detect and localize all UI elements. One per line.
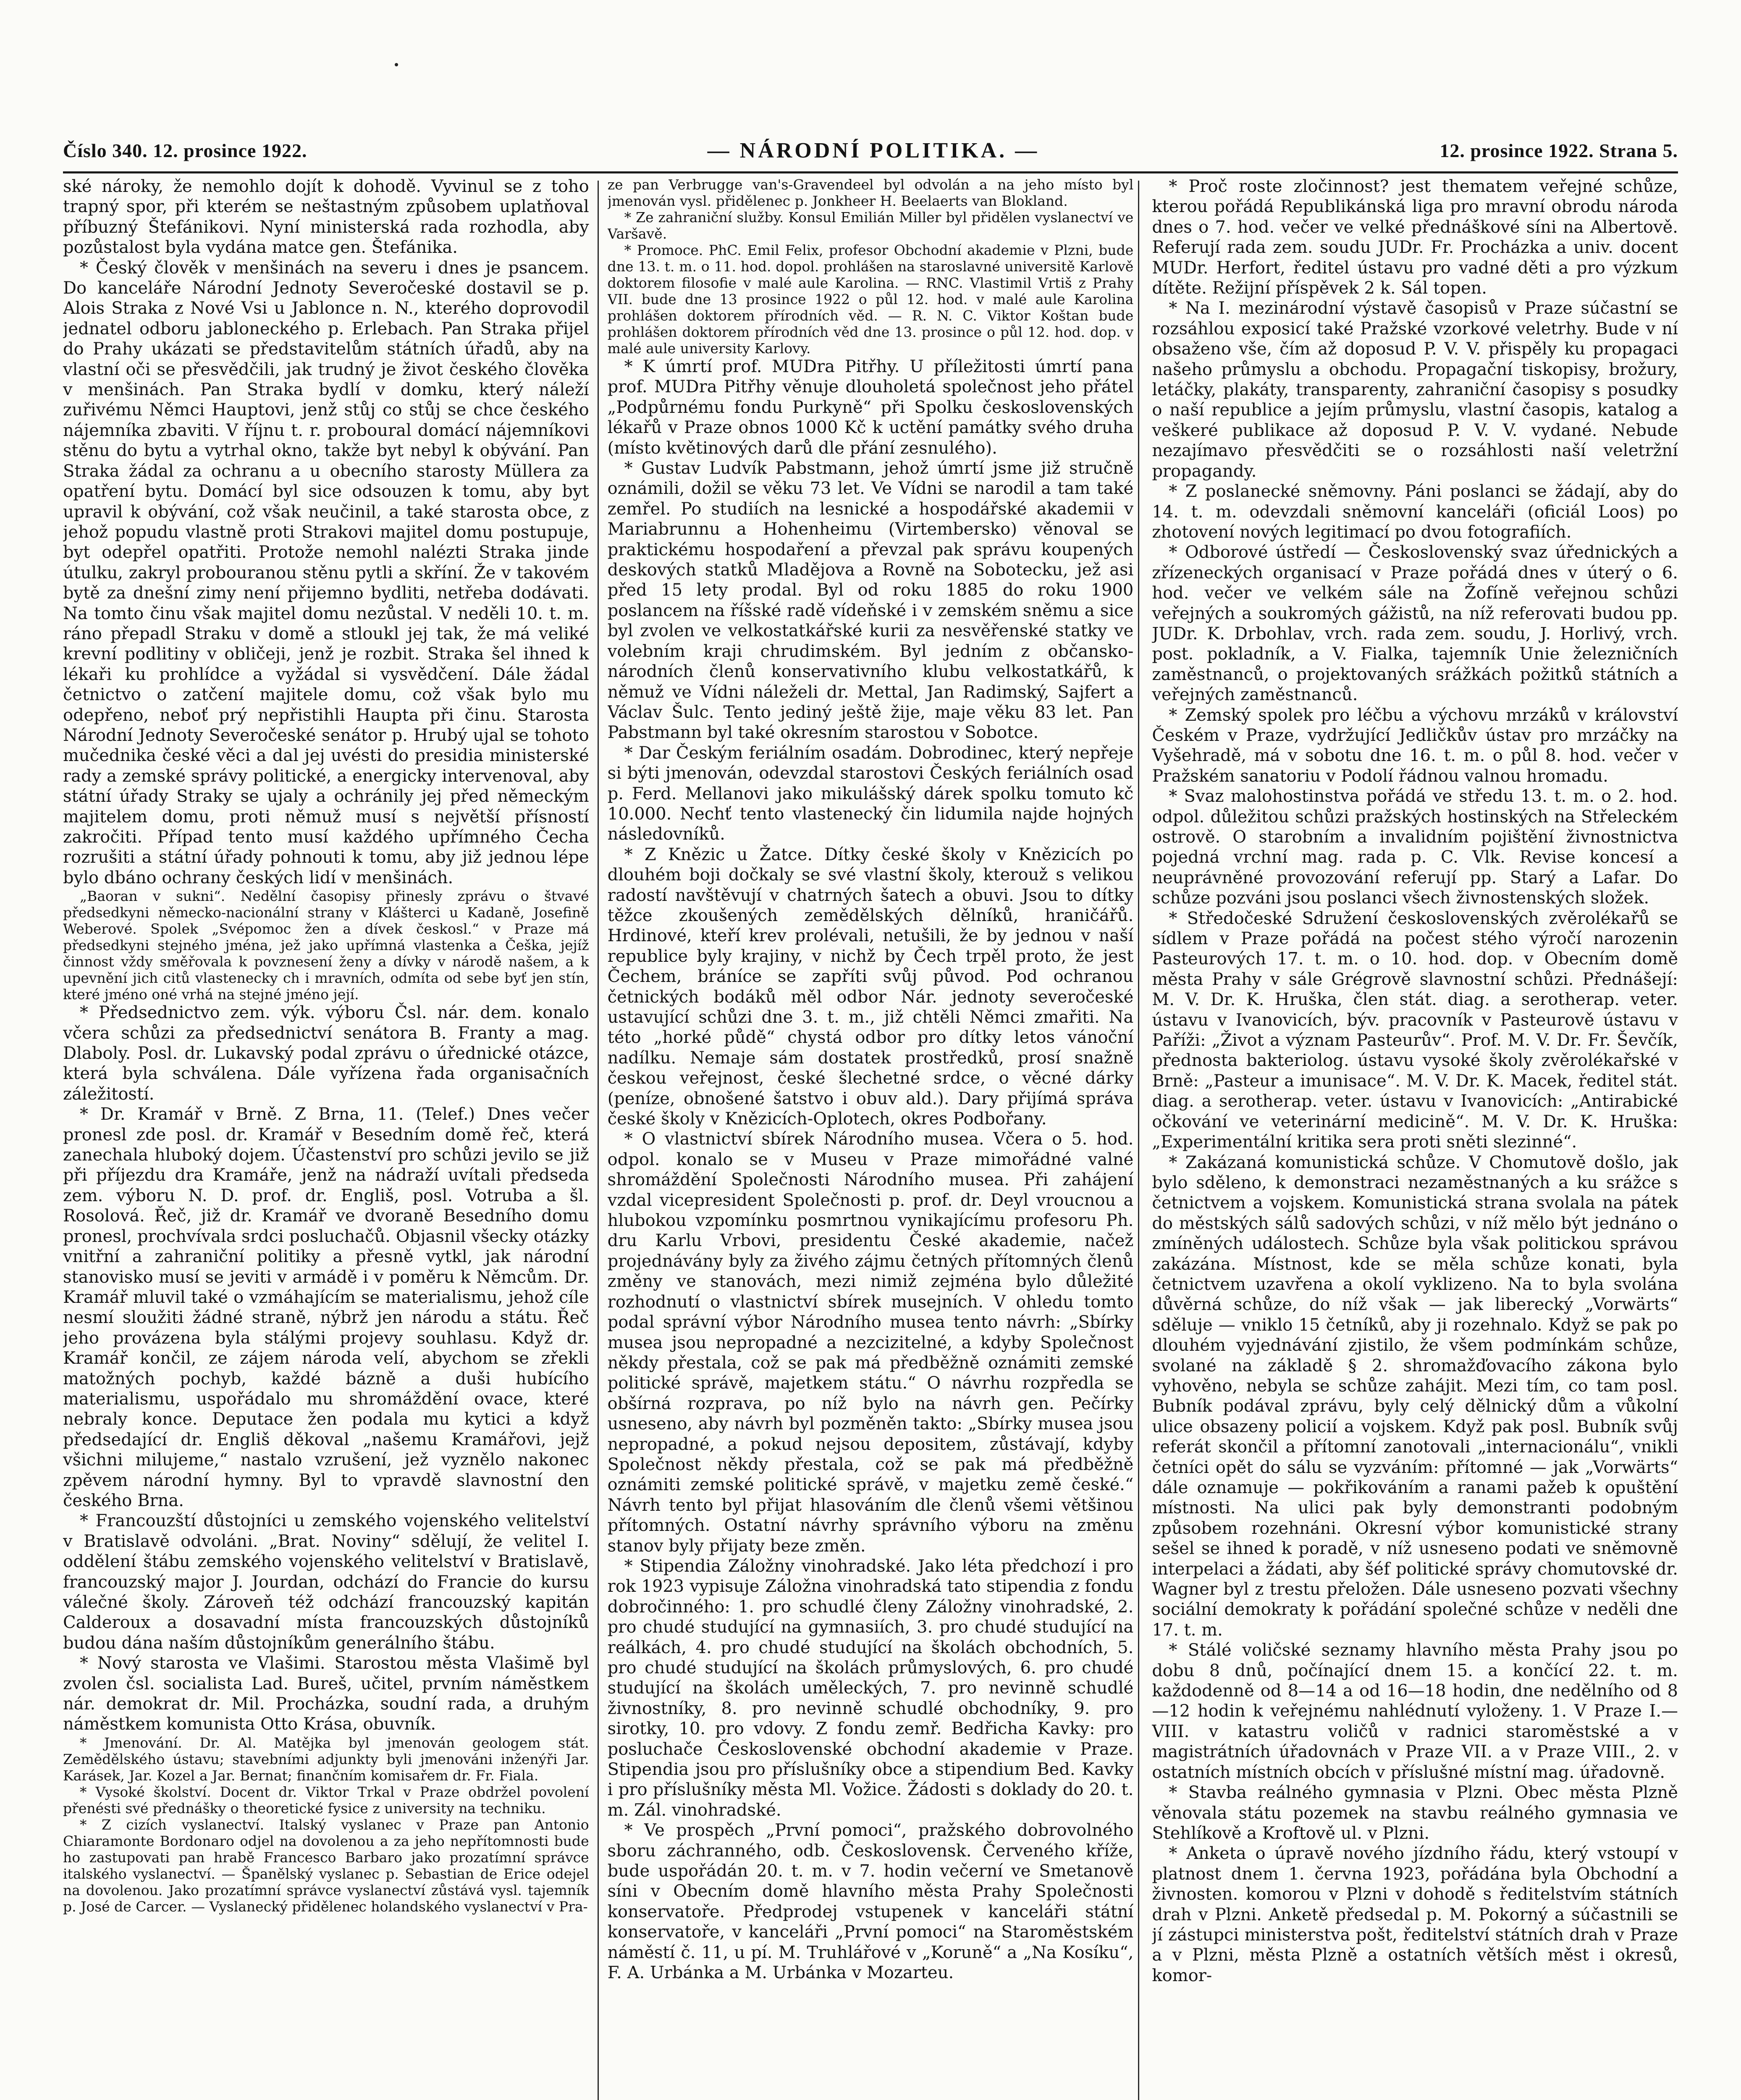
news-item: * Dr. Kramář v Brně. Z Brna, 11. (Telef.) Dnes večer pronesl zde posl. dr. Kramář v Besedním domě řeč, která zanechala hluboký dojem. Účastenství pro schůzi jevilo se již při příjezdu dra Kramáře, jenž na nádraží uvítali předseda zem. výboru N. D. prof. dr. Engliš, posl. Votruba a šl. Rosolová. Řeč, již dr. Kramář ve dvoraně Besedního domu pronesl, prochvívala srdci posluchačů. Objasnil všecky otázky vnitřní a zahraniční politiky a přesně vytkl, jak národní stanovisko musí se jeviti v armádě i v poměru k Němcům. Dr. Kramář mluvil také o vzmáhajícím se materialismu, jehož cíle nesmí sloužiti žádné straně, nýbrž jen národu a státu. Řeč jeho provázena byla stálými projevy souhlasu. Když dr. Kramář končil, ze zájem národa velí, abychom se zřekli matožných pochyb, každé bázně a duši hubícího materialismu, uspořádalo mu shromáždění ovace, které nebraly konce. Deputace žen podala mu kytici a když předsedající dr. Engliš děkoval „našemu Kramářovi, jejž všichni milujeme,“ nastalo vzrušení, jež vyznělo nakonec zpěvem národní hymny. Byl to vpravdě slavnostní den českého Brna. <box>63 1105 589 1510</box>
news-item: * Ve prospěch „První pomoci“, pražského dobrovolného sboru záchranného, odb. Československ. Červeného kříže, bude uspořádán 20. t. m. v 7. hodin večerní ve Smetanově síni v Obecním domě hlavního města Prahy Společnosti konservatoře. Předprodej vstupenek v kanceláři státní konservatoře, v kanceláři „První pomoci“ na Staroměstském náměstí č. 11, u pí. M. Truhlářové v „Koruně“ a „Na Kosíku“, F. A. Urbánka a M. Urbánka v Mozarteu. <box>607 1821 1134 1983</box>
news-item: * Stavba reálného gymnasia v Plzni. Obec města Plzně věnovala státu pozemek na stavbu reálného gymnasia ve Stehlíkově a Kroftově ul. v Plzni. <box>1152 1783 1678 1843</box>
column-1 <box>63 176 589 2100</box>
news-item: * Francouzští důstojníci u zemského vojenského velitelství v Bratislavě odvoláni. „Brat. Noviny“ sdělují, že velitel I. oddělení štábu zemského vojenského velitelství v Bratislavě, francouzský major J. Jourdan, odchází do Francie do kursu válečné školy. Zároveň též odchází francouzský kapitán Calderoux a dosavadní místa francouzských důstojníků budou dána naším důstojníkům generálního štábu. <box>63 1511 589 1653</box>
column-3 <box>1152 176 1678 2100</box>
article-columns <box>63 176 1678 2100</box>
news-item: * Svaz malohostinstva pořádá ve středu 13. t. m. o 2. hod. odpol. důležitou schůzi pražských hostinských na Střeleckém ostrově. O starobním a invalidním pojištění živnostnictva pojedná vrchní mag. rada p. C. Vlk. Revise koncesí a neuprávněné provozování referují pp. Starý a Lafar. Do schůze pozváni jsou poslanci všech živnostenských složek. <box>1152 787 1678 908</box>
news-item: * Anketa o úpravě nového jízdního řádu, který vstoupí v platnost dnem 1. června 1923, pořádána byla Obchodní a živnosten. komorou v Plzni v dohodě s ředitelstvím státních drah v Plzni. Anketě předsedal p. M. Pokorný a súčastnili se jí zástupci ministerstva pošt, ředitelství státních drah v Praze a v Plzni, města Plzně a ostatních větších měst i okresů, komor- <box>1152 1844 1678 1985</box>
news-item: * Středočeské Sdružení československých zvěrolékařů se sídlem v Praze pořádá na počest stého výročí narozenin Pasteurových 17. t. m. o 10. hod. dop. v Obecním domě města Prahy v sále Grégrově slavnostní schůzi. Přednášejí: M. V. Dr. K. Hruška, člen stát. diag. a serotherap. veter. ústavu v Ivanovicích, býv. pracovník v Pasteurově ústavu v Paříži: „Život a význam Pasteurův“. Prof. M. V. Dr. Fr. Ševčík, přednosta bakteriolog. ústavu vysoké školy zvěrolékařské v Brně: „Pasteur a imunisace“. M. V. Dr. K. Macek, ředitel stát. diag. a serotherap. veter. ústavu v Ivanovicích: „Antirabické očkování ve veterinární medicině“. M. V. Dr. K. Hruška: „Experimentální kritika sera proti sněti slezinné“. <box>1152 908 1678 1152</box>
news-item: „Baoran v sukni“. Nedělní časopisy přinesly zprávu o štvavé předsedkyni německo-nacionální strany v Klášterci u Kadaně, Josefině Weberové. Spolek „Svépomoc žen a dívek českosl.“ v Praze má předsedkyni stejného jména, jež jako upřímná vlastenka a Češka, jejíž činnost vždy směřovala k povznesení ženy a dívky v národě našem, a k upevnění jich citů vlastenecky ch i mravních, odmíta od sebe byť jen stín, které jméno oné vrhá na stejné jméno její. <box>63 888 589 1003</box>
news-item: * Předsednictvo zem. výk. výboru Čsl. nár. dem. konalo včera schůzi za předsednictví senátora B. Franty a mag. Dlaboly. Posl. dr. Lukavský podal zprávu o úřednické otázce, která byla schválena. Dále vyřízena řada organisačních záležitostí. <box>63 1003 589 1104</box>
news-item: * Gustav Ludvík Pabstmann, jehož úmrtí jsme již stručně oznámili, dožil se věku 73 let. Ve Vídni se narodil a tam také zemřel. Po studiích na lesnické a hospodářské akademii v Mariabrunnu a Hohenheimu (Virtembersko) věnoval se praktickému hospodaření a převzal pak správu koupených deskových statků Mladějova a Rovně na Sobotecku, jež asi před 15 lety prodal. Byl od roku 1885 do roku 1900 poslancem na říšské radě vídeňské i v zemském sněmu a sice byl zvolen ve velkostatkářské kurii za nesvěřenské statky ve volebním kraji chrudimském. Byl jedním z občansko-národních členů konservativního klubu velkostatkářů, k němuž ve Vídni náleželi dr. Mettal, Jan Radimský, Sajfert a Václav Šulc. Tento jediný ještě žije, maje věku 83 let. Pan Pabstmann byl také okresním starostou v Sobotce. <box>607 459 1134 743</box>
news-item: * Z cizích vyslanectví. Italský vyslanec v Praze pan Antonio Chiaramonte Bordonaro odjel na dovolenou a za jeho nepřítomnosti bude ho zastupovati pan hrabě Francesco Barbaro jako prozatímní správce italského vyslanectví. — Španělský vyslanec p. Sebastian de Erice odejel na dovolenou. Jako prozatímní správce vyslanectví zůstává vysl. tajemník p. José de Carcer. — Vyslanecký přidělenec holandského vyslanectví v Pra- <box>63 1816 589 1915</box>
news-item: * K úmrtí prof. MUDra Pitřhy. U příležitosti úmrtí pana prof. MUDra Pitřhy věnuje dlouholetá společnost jeho přátel „Podpůrnému fondu Purkyně“ při Spolku československých lékařů v Praze obnos 1000 Kč k uctění památky svého druha (místo květinových darů dle přání zesnulého). <box>607 357 1134 458</box>
news-item: * Z Knězic u Žatce. Dítky české školy v Knězicích po dlouhém boji dočkaly se své vlastní školy, kterouž s velikou radostí navštěvují v chatrných šatech a obuvi. Jsou to dítky těžce zkoušených zemědělských dělníků, hraničářů. Hrdinové, kteří krev prolévali, netušili, že by jednou v naší republice byly krajiny, v nichž by Čech trpěl proto, že jest Čechem, bráníce se zapříti svůj původ. Pod ochranou četnických bodáků měl odbor Nár. jednoty severočeské ustavující schůzi dne 3. t. m., již chtěli Němci zmařiti. Na této „horké půdě“ chystá odbor pro dítky letos vánoční nadílku. Nemaje sám dostatek prostředků, prosí snažně českou veřejnost, české šlechetné srdce, o věcné dárky (peníze, obnošené šatstvo i obuv ald.). Dary přijímá správa české školy v Knězicích-Oplotech, okres Podbořany. <box>607 845 1134 1129</box>
page-header <box>63 134 1678 167</box>
news-item: * Nový starosta ve Vlašimi. Starostou města Vlašimě byl zvolen čsl. socialista Lad. Bureš, učitel, prvním náměstkem nár. demokrat dr. Mil. Procházka, soudní rada, a druhým náměstkem komunista Otto Krása, obuvník. <box>63 1654 589 1734</box>
news-item: * Vysoké školství. Docent dr. Viktor Trkal v Praze obdržel povolení přenésti své přednášky o theoretické fysice z university na techniku. <box>63 1783 589 1816</box>
news-item: * Odborové ústředí — Československý svaz úřednických a zřízeneckých organisací v Praze pořádá dnes v úterý o 6. hod. večer ve velkém sále na Žofíně veřejnou schůzi veřejných a soukromých gážistů, na níž referovati budou pp. JUDr. K. Drbohlav, vrch. rada zem. soudu, J. Horlivý, vrch. post. pokladník, a V. Fialka, tajemník Unie železničních zaměstnanců, o projektovaných srážkách požitků státních a veřejných zaměstnanců. <box>1152 543 1678 705</box>
column-2 <box>608 176 1134 2100</box>
header-rule <box>63 171 1678 173</box>
news-item: * Na I. mezinárodní výstavě časopisů v Praze súčastní se rozsáhlou exposicí také Pražské vzorkové veletrhy. Bude v ní obsaženo vše, čím až doposud P. V. V. přispěly ku propagaci našeho průmyslu a obchodu. Propagační tiskopisy, brožury, letáčky, plakáty, transparenty, zahraniční časopisy s posudky o naší republice a jejím průmyslu, vlastní časopis, katalog a veškeré publikace až doposud P. V. V. vydané. Nebude nezajímavo přesvědčiti se o rozsáhlosti naší veletržní propagandy. <box>1152 299 1678 481</box>
news-item: * Ze zahraniční služby. Konsul Emilián Miller byl přidělen vyslanectví ve Varšavě. <box>607 209 1134 242</box>
header-date-page: 12. prosince 1922. Strana 5. <box>1439 139 1678 161</box>
news-item: * Dar Českým feriálním osadám. Dobrodinec, který nepřeje si býti jmenován, odevzdal starostovi Českých feriálních osad p. Ferd. Mellanovi jako mikulášský dárek spolku tomuto kč 10.000. Nechť tento vlastenecký čin lidumila najde hojných následovníků. <box>607 743 1134 844</box>
header-masthead: — NÁRODNÍ POLITIKA. — <box>707 138 1040 163</box>
news-item: * Jmenování. Dr. Al. Matějka byl jmenován geologem stát. Zemědělského ústavu; stavebními adjunkty byli jmenováni inženýři Jar. Karásek, Jar. Kozel a Jar. Bernat; finančním komisařem dr. Fr. Fiala. <box>63 1734 589 1784</box>
news-item: * Z poslanecké sněmovny. Páni poslanci se žádají, aby do 14. t. m. odevzdali sněmovní kanceláři (oficiál Loos) po zhotovení nových legitimací po dvou fotografiích. <box>1152 482 1678 542</box>
paper-speck <box>395 63 398 66</box>
news-item: * Proč roste zločinnost? jest thematem veřejné schůze, kterou pořádá Republikánská liga pro mravní obrodu národa dnes o 7. hod. večer ve velké přednáškové síni na Albertově. Referují rada zem. soudu JUDr. Fr. Procházka a univ. docent MUDr. Herfort, ředitel ústavu pro vadné děti a pro výzkum dítěte. Režijní příspěvek 2 k. Sál topen. <box>1152 177 1678 298</box>
news-item: * Promoce. PhC. Emil Felix, profesor Obchodní akademie v Plzni, bude dne 13. t. m. o 11. hod. dopol. prohlášen na staroslavné universitě Karlově doktorem filosofie v malé aule Karolina. — RNC. Vlastimil Vrtiš z Prahy VII. bude dne 13 prosince 1922 o půl 12. hod. v malé aule Karolina prohlášen doktorem přírodních věd. — R. N. C. Viktor Koštan bude prohlášen doktorem přírodních věd dne 13. prosince o půl 12. hod. dop. v malé aule university Karlovy. <box>607 242 1134 357</box>
news-item: * Zakázaná komunistická schůze. V Chomutově došlo, jak bylo sděleno, k demonstraci nezaměstnaných a ku srážce s četnictvem a vojskem. Komunistická strana svolala na pátek do městských sálů sadových schůzi, v níž mělo být jednáno o zmíněných událostech. Schůze byla však politickou správou zakázána. Místnost, kde se měla schůze konati, byla četnictvem uzavřena a okolí vyklizeno. Na to byla svolána důvěrná schůze, do níž však — jak liberecký „Vorwärts“ sděluje — vniklo 15 četníků, aby ji rozehnalo. Když se pak po dlouhém vyjednávání zjistilo, že všem podmínkám schůze, svolané na základě § 2. shromažďovacího zákona bylo vyhověno, nebyla se schůze zahájit. Mezi tím, co tam posl. Bubník podával zprávu, byly celý dělnický dům a vůkolní ulice obsazeny policií a vojskem. Když pak posl. Bubník svůj referát skončil a přítomní zanotovali „internacionálu“, vnikli četníci opět do sálu se vyzváním: přítomné — jak „Vorwärts“ dále oznamuje — pokřikováním a ranami pažeb k opuštění místnosti. Na ulici pak byly demonstranti podobným způsobem rozehnáni. Okresní výbor komunistické strany sešel se ihned k poradě, v níž usneseno podati ve sněmovně interpelaci a žádati, aby šéf politické správy chomutovské dr. Wagner byl z trestu přeložen. Dále usneseno pozvati všechny sociální demokraty k pořádání společné schůze v neděli dne 17. t. m. <box>1152 1152 1678 1640</box>
news-item: ské nároky, že nemohlo dojít k dohodě. Vyvinul se z toho trapný spor, při kterém se neštastným způsobem uplatňoval příbuzný Štefánikovi. Nyní ministerská rada rozhodla, aby pozůstalost byla vydána matce gen. Štefánika. <box>63 177 589 257</box>
news-item: * Stálé voličské seznamy hlavního města Prahy jsou po dobu 8 dnů, počínající dnem 15. a končící 22. t. m. každodenně od 8—14 a od 16—18 hodin, dne nedělního od 8—12 hodin k veřejnému nahlédnutí vyloženy. 1. V Praze I.—VIII. v katastru voličů v radnici staroměstské a v magistrátních úřadovnách v Praze VII. a v Praze VIII., 2. v ostatních místních obcích v příslušné místní mag. úřadovně. <box>1152 1641 1678 1782</box>
news-item: ze pan Verbrugge van's-Gravendeel byl odvolán a na jeho místo byl jmenován vysl. přidělenec p. Jonkheer H. Beelaerts van Blokland. <box>607 176 1134 209</box>
news-item: * Český člověk v menšinách na severu i dnes je psancem. Do kanceláře Národní Jednoty Severočeské dostavil se p. Alois Straka z Nové Vsi u Jablonce n. N., kterého doprovodil jednatel odboru jabloneckého p. Erlebach. Pan Straka přijel do Prahy ukázati se představitelům státních úřadů, aby na vlastní oči se přesvědčili, jak trudný je život českého člověka v menšinách. Pan Straka bydlí v domku, který náleží zuřivému Němci Hauptovi, jenž stůj co stůj se chce českého nájemníka zbaviti. V říjnu t. r. proboural domácí nájemníkovi stěnu do bytu a vytrhal okno, takže byt nebyl k obývání. Pan Straka žádal za ochranu a u obecního starosty Müllera za opatření bytu. Domácí byl sice odsouzen k tomu, aby byt upravil k obývání, což však neučinil, a také starosta obce, z jehož popudu vlastně proti Strakovi majitel domu postupuje, byt odepřel opatřiti. Protože nemohl nalézti Straka jinde útulku, zakryl probouranou stěnu pytli a skříní. Že v takovém bytě za dnešní zimy není přijemno bydliti, netřeba dodávati. Na tomto činu však majitel domu nezůstal. V neděli 10. t. m. ráno přepadl Straku v domě a stloukl jej tak, že má veliké krevní podlitiny v obličeji, jenž je rozbit. Straka šel ihned k lékaři ku prohlídce a vyžádal si vysvědčení. Dále žádal četnictvo o zatčení majitele domu, což však bylo mu odepřeno, neboť prý nepřistihli Haupta při činu. Starosta Národní Jednoty Severočeské senátor p. Hrubý ujal se tohoto mučednika české věci a dal jej uvésti do presidia ministerské rady a zemské správy politické, a energicky intervenoval, aby státní úřady Straky se ujaly a ochránily jej před německým majitelem domu, proti němuž musí s největší přísností zakročiti. Případ tento musí každého upřímného Čecha rozrušiti a státní úřady pohnouti k tomu, aby již jednou lépe bylo dbáno ochrany českých lidí v menšinách. <box>63 258 589 887</box>
news-item: * Zemský spolek pro léčbu a výchovu mrzáků v království Českém v Praze, vydržující Jedličkův ústav pro mrzáčky na Vyšehradě, má v sobotu dne 16. t. m. o půl 8. hod. večer v Pražském sanatoriu v Podolí řádnou valnou hromadu. <box>1152 705 1678 786</box>
news-item: * Stipendia Záložny vinohradské. Jako léta předchozí i pro rok 1923 vypisuje Záložna vinohradská tato stipendia z fondu dobročinného: 1. pro schudlé členy Záložny vinohradské, 2. pro chudé studující na gymnasiích, 3. pro chudé studující na reálkách, 4. pro chudé studující na školách obchodních, 5. pro chudé studující na školách průmyslových, 6. pro chudé studující na školách uměleckých, 7. pro nevinně schudlé živnostníky, 8. pro nevinně schudlé obchodníky, 9. pro sirotky, 10. pro vdovy. Z fondu zemř. Bedřicha Kavky: pro posluchače Československé obchodní akademie v Praze. Stipendia jsou pro příslušníky obce a stipendium Bed. Kavky i pro příslušníky města Ml. Vožice. Žádosti s doklady do 20. t. m. Zál. vinohradské. <box>607 1556 1134 1820</box>
news-item: * O vlastnictví sbírek Národního musea. Včera o 5. hod. odpol. konalo se v Museu v Praze mimořádné valné shromáždění Společnosti Národního musea. Při zahájení vzdal vicepresident Společnosti p. prof. dr. Deyl vroucnou a hlubokou vzpomínku posmrtnou vynikajícímu profesoru Ph. dru Karlu Vrbovi, presidentu České akademie, načež projednávány byly za živého zájmu četných přítomných členů změny ve stanovách, mezi nimiž zejména bylo důležité rozhodnutí o vlastnictví sbírek musejních. V ohledu tomto podal správní výbor Národního musea tento návrh: „Sbírky musea jsou nepropadné a nezcizitelné, a kdyby Společnost někdy přestala, což se pak má předběžně oznámiti zemské politické správě, majetkem státu.“ O návrhu rozpředla se obšírná rozprava, po níž bylo na návrh gen. Pečírky usneseno, aby návrh byl pozměněn takto: „Sbírky musea jsou nepropadné, a pokud nejsou depositem, zůstávají, kdyby Společnost někdy přestala, což se pak má předběžně oznámiti zemské politické správě, v majetku země české.“ Návrh tento byl přijat hlasováním dle členů všemi většinou přítomných. Ostatní návrhy správního výboru na změnu stanov byly přijaty beze změn. <box>607 1129 1134 1556</box>
header-issue-date: Číslo 340. 12. prosince 1922. <box>63 139 307 161</box>
